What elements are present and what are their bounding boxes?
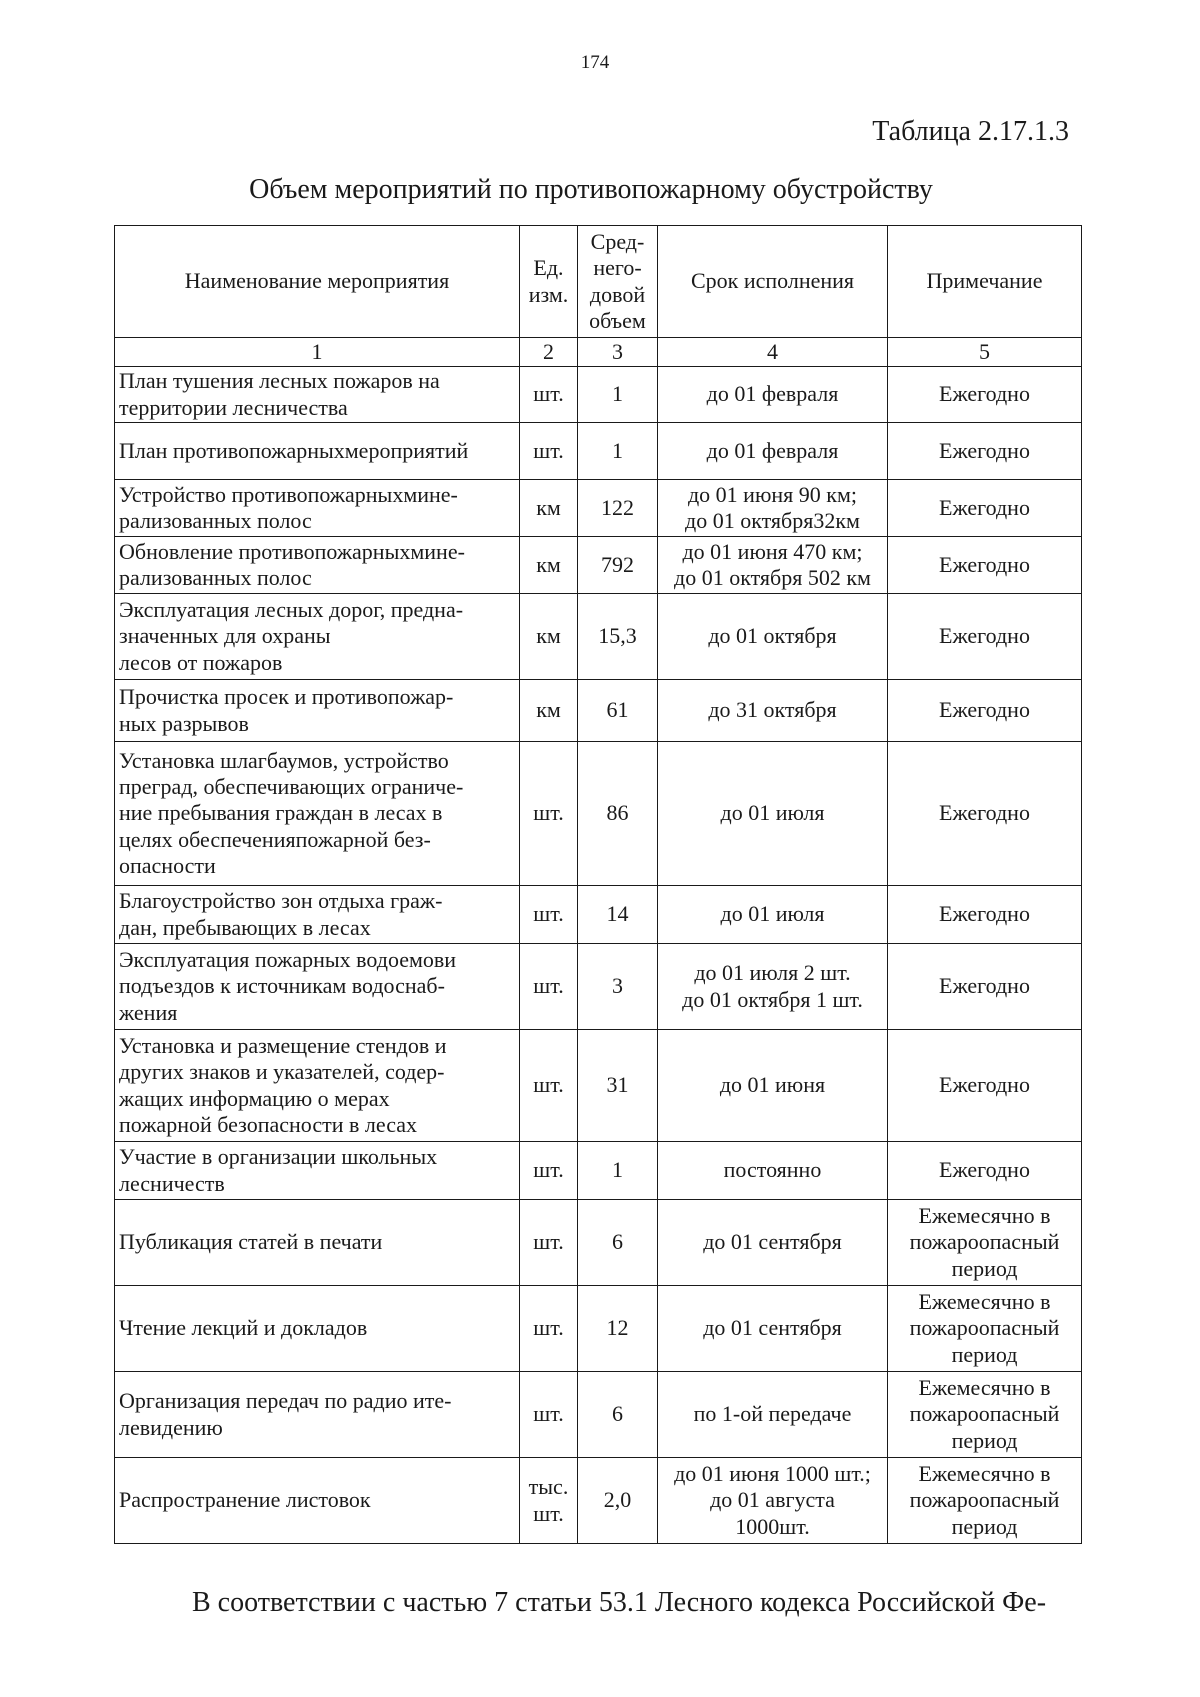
row-deadline: до 01 июня 90 км; до 01 октября32км — [658, 480, 888, 537]
row-note: Ежегодно — [888, 944, 1082, 1030]
row-name: Эксплуатация лесных дорог, предна- значенных для охраны лесов от пожаров — [115, 594, 520, 680]
row-volume: 14 — [578, 886, 658, 944]
row-name: Устройство противопожарныхмине- рализованных полос — [115, 480, 520, 537]
page-number: 174 — [580, 52, 610, 73]
row-note: Ежегодно — [888, 1142, 1082, 1200]
table-row — [115, 594, 1082, 680]
row-name: Чтение лекций и докладов — [115, 1286, 520, 1372]
row-volume: 86 — [578, 742, 658, 886]
row-volume: 31 — [578, 1030, 658, 1142]
column-number: 2 — [520, 338, 578, 367]
row-name: Участие в организации школьных лесничеств — [115, 1142, 520, 1200]
row-unit: км — [520, 480, 578, 537]
row-volume: 1 — [578, 423, 658, 480]
column-number: 1 — [115, 338, 520, 367]
row-name: Обновление противопожарныхмине- рализованных полос — [115, 537, 520, 594]
row-note: Ежемесячно в пожароопасный период — [888, 1286, 1082, 1372]
row-note: Ежегодно — [888, 1030, 1082, 1142]
row-volume: 61 — [578, 680, 658, 742]
header-name: Наименование мероприятия — [115, 226, 520, 338]
row-unit: шт. — [520, 423, 578, 480]
row-volume: 1 — [578, 1142, 658, 1200]
row-volume: 122 — [578, 480, 658, 537]
row-unit: шт. — [520, 886, 578, 944]
header-row — [115, 226, 1082, 338]
row-deadline: до 01 февраля — [658, 423, 888, 480]
body-paragraph: В соответствии с частью 7 статьи 53.1 Лесного кодекса Российской Фе- — [192, 1587, 1047, 1618]
row-unit: км — [520, 537, 578, 594]
row-volume: 6 — [578, 1200, 658, 1286]
row-unit: шт. — [520, 1200, 578, 1286]
row-note: Ежегодно — [888, 480, 1082, 537]
column-number: 3 — [578, 338, 658, 367]
row-name: Эксплуатация пожарных водоемови подъездов к источникам водоснаб- жения — [115, 944, 520, 1030]
table-row — [115, 537, 1082, 594]
row-name: Установка и размещение стендов и других знаков и указателей, содер- жащих информацию о мерах пожарной безопасности в лесах — [115, 1030, 520, 1142]
row-note: Ежемесячно в пожароопасный период — [888, 1372, 1082, 1458]
table-row — [115, 1458, 1082, 1544]
row-note: Ежегодно — [888, 423, 1082, 480]
row-note: Ежегодно — [888, 367, 1082, 423]
table-row — [115, 1200, 1082, 1286]
row-deadline: до 01 июня 470 км; до 01 октября 502 км — [658, 537, 888, 594]
row-name: Организация передач по радио ите- левидению — [115, 1372, 520, 1458]
row-volume: 2,0 — [578, 1458, 658, 1544]
table-row — [115, 1286, 1082, 1372]
table-row — [115, 680, 1082, 742]
header-note: Примечание — [888, 226, 1082, 338]
table-label: Таблица 2.17.1.3 — [872, 116, 1069, 147]
fire-measures-table — [114, 225, 1082, 1544]
row-note: Ежемесячно в пожароопасный период — [888, 1200, 1082, 1286]
column-number-row — [115, 338, 1082, 367]
row-deadline: до 01 сентября — [658, 1200, 888, 1286]
row-deadline: постоянно — [658, 1142, 888, 1200]
table-row — [115, 742, 1082, 886]
row-name: Установка шлагбаумов, устройство преград, обеспечивающих ограниче- ние пребывания граждан в лесах в целях обеспеченияпожарной без- опасности — [115, 742, 520, 886]
row-volume: 6 — [578, 1372, 658, 1458]
row-unit: шт. — [520, 367, 578, 423]
row-unit: км — [520, 680, 578, 742]
table-row — [115, 1142, 1082, 1200]
row-unit: шт. — [520, 944, 578, 1030]
table-row — [115, 886, 1082, 944]
row-deadline: до 01 июня 1000 шт.; до 01 августа 1000шт. — [658, 1458, 888, 1544]
row-unit: км — [520, 594, 578, 680]
row-unit: тыс. шт. — [520, 1458, 578, 1544]
table-row — [115, 480, 1082, 537]
table-row — [115, 1372, 1082, 1458]
row-name: План тушения лесных пожаров на территории лесничества — [115, 367, 520, 423]
row-unit: шт. — [520, 742, 578, 886]
header-deadline: Срок исполнения — [658, 226, 888, 338]
row-note: Ежегодно — [888, 594, 1082, 680]
row-unit: шт. — [520, 1372, 578, 1458]
row-unit: шт. — [520, 1286, 578, 1372]
row-deadline: до 01 июля — [658, 886, 888, 944]
table-row — [115, 944, 1082, 1030]
row-volume: 3 — [578, 944, 658, 1030]
row-name: Прочистка просек и противопожар- ных разрывов — [115, 680, 520, 742]
row-unit: шт. — [520, 1030, 578, 1142]
column-number: 4 — [658, 338, 888, 367]
row-deadline: по 1-ой передаче — [658, 1372, 888, 1458]
row-deadline: до 01 февраля — [658, 367, 888, 423]
row-note: Ежегодно — [888, 680, 1082, 742]
row-unit: шт. — [520, 1142, 578, 1200]
row-volume: 792 — [578, 537, 658, 594]
row-deadline: до 01 июля — [658, 742, 888, 886]
table-row — [115, 423, 1082, 480]
row-name: Благоустройство зон отдыха граж- дан, пребывающих в лесах — [115, 886, 520, 944]
row-deadline: до 01 октября — [658, 594, 888, 680]
row-name: Распространение листовок — [115, 1458, 520, 1544]
row-deadline: до 31 октября — [658, 680, 888, 742]
row-deadline: до 01 июня — [658, 1030, 888, 1142]
row-name: План противопожарныхмероприятий — [115, 423, 520, 480]
row-deadline: до 01 сентября — [658, 1286, 888, 1372]
row-name: Публикация статей в печати — [115, 1200, 520, 1286]
table-title: Объем мероприятий по противопожарному обустройству — [249, 174, 933, 205]
row-volume: 15,3 — [578, 594, 658, 680]
header-unit: Ед. изм. — [520, 226, 578, 338]
row-volume: 1 — [578, 367, 658, 423]
row-note: Ежегодно — [888, 886, 1082, 944]
row-note: Ежегодно — [888, 537, 1082, 594]
row-note: Ежемесячно в пожароопасный период — [888, 1458, 1082, 1544]
row-note: Ежегодно — [888, 742, 1082, 886]
row-deadline: до 01 июля 2 шт. до 01 октября 1 шт. — [658, 944, 888, 1030]
table-row — [115, 367, 1082, 423]
column-number: 5 — [888, 338, 1082, 367]
row-volume: 12 — [578, 1286, 658, 1372]
header-volume: Сред- него- довой объем — [578, 226, 658, 338]
table-row — [115, 1030, 1082, 1142]
